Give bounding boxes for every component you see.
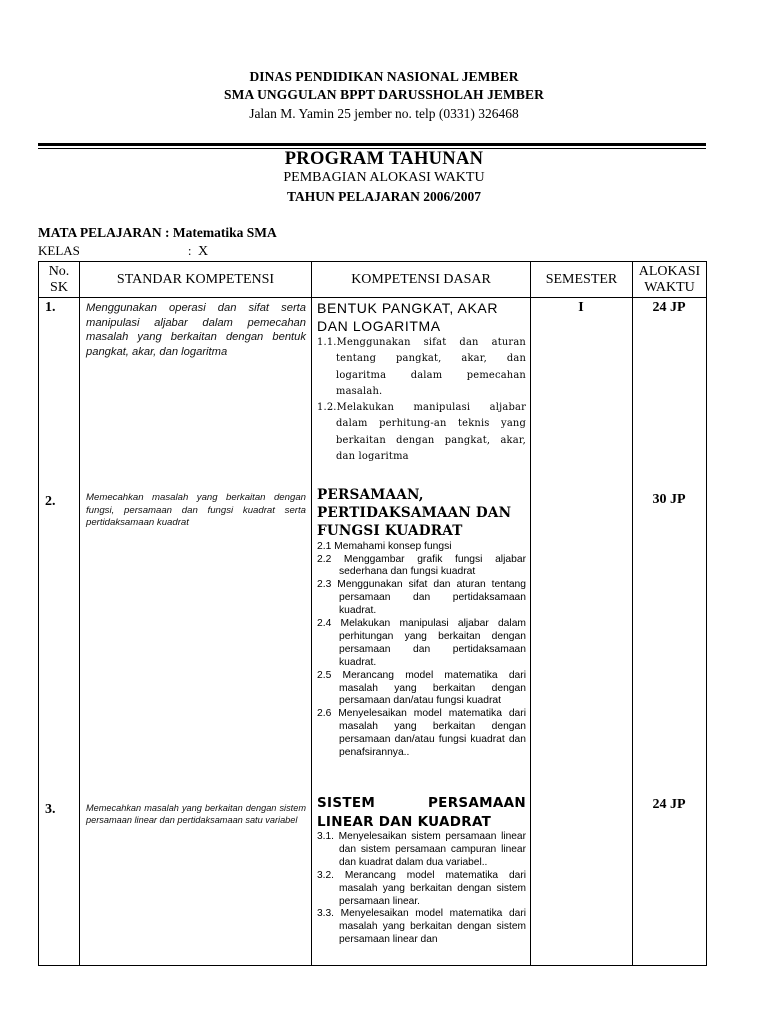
subject-label: MATA PELAJARAN : — [38, 225, 170, 240]
col-header-standar-kompetensi: STANDAR KOMPETENSI — [80, 262, 312, 298]
table-row — [39, 298, 707, 966]
alokasi-waktu-cell — [633, 298, 707, 966]
kompetensi-dasar-block — [317, 300, 526, 465]
subject-line — [38, 225, 277, 241]
list-item: 2.3 Menggunakan sifat dan aturan tentang persamaan dan pertidaksamaan kuadrat. — [317, 579, 526, 617]
academic-year: TAHUN PELAJARAN 2006/2007 — [286, 189, 481, 204]
header-divider-thick — [38, 143, 706, 146]
col-header-no: No. SK — [39, 262, 80, 298]
kompetensi-dasar-list — [317, 831, 526, 947]
standar-kompetensi-text: Memecahkan masalah yang berkaitan dengan sistem persamaan linear dan pertidaksamaan satu variabel — [86, 803, 306, 826]
standar-kompetensi-cell — [80, 298, 312, 966]
kompetensi-dasar-block — [317, 794, 526, 947]
list-item: 1.2.Melakukan manipulasi aljabar dalam perhitung-an teknis yang berkaitan dengan pangkat, akar, dan logaritma — [317, 402, 526, 463]
kompetensi-dasar-block — [317, 486, 526, 760]
class-separator: : — [187, 243, 192, 258]
kompetensi-dasar-cell — [312, 298, 531, 966]
list-item: 2.6 Menyelesaikan model matematika dari masalah yang berkaitan dengan persamaan dan/atau fungsi kuadrat dan penafsirannya.. — [317, 708, 526, 759]
class-line — [38, 243, 208, 260]
kompetensi-dasar-title: SISTEM PERSAMAAN LINEAR DAN KUADRAT — [317, 795, 526, 830]
list-item: 3.3. Menyelesaikan model matematika dari masalah yang berkaitan dengan sistem persamaan linear dan — [317, 908, 526, 946]
semester-cell — [531, 298, 633, 966]
alokasi-waktu-value: 24 JP — [652, 797, 686, 812]
col-header-kompetensi-dasar: KOMPETENSI DASAR — [312, 262, 531, 298]
header-school: SMA UNGGULAN BPPT DARUSSHOLAH JEMBER — [224, 87, 544, 102]
kompetensi-dasar-list — [317, 335, 526, 465]
list-item: 2.4 Melakukan manipulasi aljabar dalam perhitungan yang berkaitan dengan persamaan dan pertidaksamaan kuadrat. — [317, 618, 526, 668]
class-value: X — [198, 244, 209, 259]
header-address: Jalan M. Yamin 25 jember no. telp (0331) 326468 — [249, 106, 519, 121]
table-header-row — [39, 262, 707, 298]
list-item: 2.5 Merancang model matematika dari masalah yang berkaitan dengan persamaan dan/atau fungsi kuadrat — [317, 669, 526, 707]
row-number: 1. — [45, 300, 56, 315]
kompetensi-dasar-list — [317, 541, 526, 760]
kompetensi-dasar-title: BENTUK PANGKAT, AKAR DAN LOGARITMA — [317, 300, 499, 334]
col-header-semester: SEMESTER — [531, 262, 633, 298]
list-item: 2.2 Menggambar grafik fungsi aljabar sederhana dan fungsi kuadrat — [317, 553, 526, 578]
col-header-alokasi-waktu: ALOKASI WAKTU — [633, 262, 707, 298]
list-item: 2.1 Memahami konsep fungsi — [317, 540, 452, 552]
list-item: 1.1.Menggunakan sifat dan aturan tentang pangkat, akar, dan logaritma dalam pemecahan masalah. — [317, 337, 526, 397]
program-table — [38, 261, 707, 966]
class-label: KELAS — [38, 243, 80, 258]
header-agency: DINAS PENDIDIKAN NASIONAL JEMBER — [249, 69, 519, 84]
alokasi-waktu-value: 24 JP — [652, 300, 686, 315]
standar-kompetensi-text: Memecahkan masalah yang berkaitan dengan fungsi, persamaan dan fungsi kuadrat serta pertidaksamaan kuadrat — [86, 492, 306, 528]
row-number: 2. — [45, 494, 56, 509]
standar-kompetensi-text: Menggunakan operasi dan sifat serta manipulasi aljabar dalam pemecahan masalah yang berkaitan dengan bentuk pangkat, akar, dan logaritma — [86, 302, 306, 358]
semester-value: I — [578, 300, 584, 315]
document-title: PROGRAM TAHUNAN — [284, 149, 484, 169]
subject-value: Matematika SMA — [172, 225, 277, 240]
document-subtitle: PEMBAGIAN ALOKASI WAKTU — [283, 170, 485, 185]
alokasi-waktu-value: 30 JP — [652, 492, 686, 507]
kompetensi-dasar-title: PERSAMAAN, PERTIDAKSAMAAN DAN FUNGSI KUADRAT — [317, 487, 512, 540]
list-item: 3.1. Menyelesaikan sistem persamaan linear dan sistem persamaan campuran linear dan kuadrat dalam dua variabel.. — [317, 831, 526, 868]
row-number: 3. — [45, 802, 56, 817]
no-cell — [39, 298, 80, 966]
list-item: 3.2. Merancang model matematika dari masalah yang berkaitan dengan sistem persamaan linear. — [317, 869, 526, 907]
